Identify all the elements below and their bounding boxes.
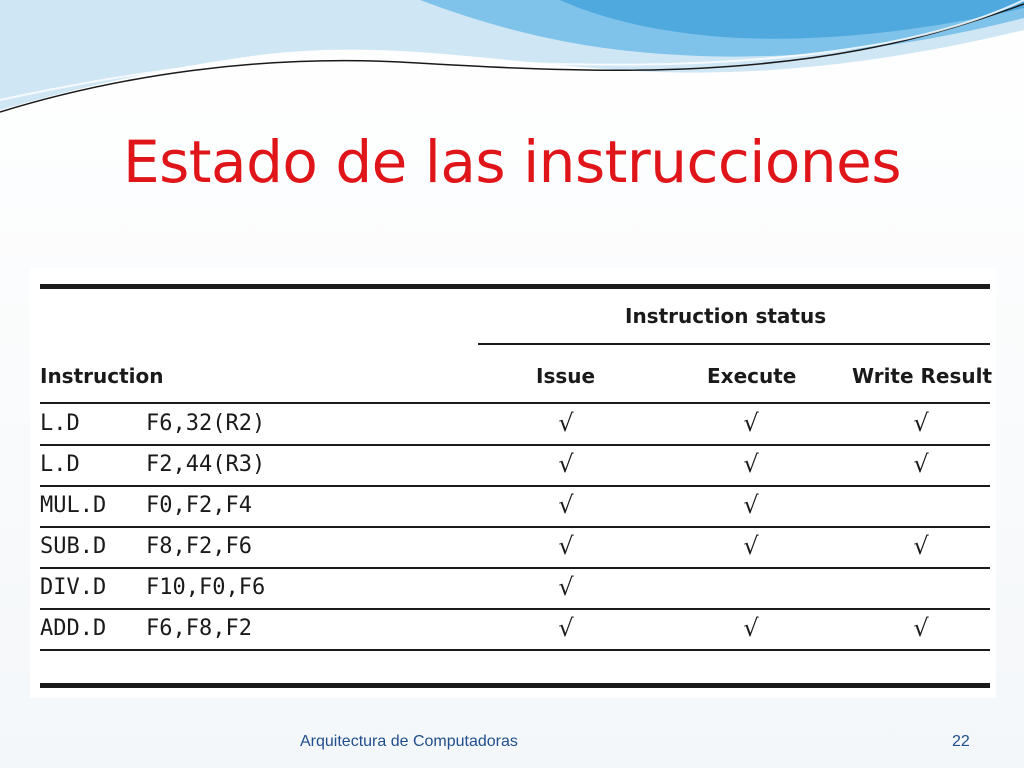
column-header-issue: Issue xyxy=(536,364,596,388)
issue-check: √ xyxy=(558,573,574,601)
table-row xyxy=(40,569,990,609)
execute-check: √ xyxy=(743,409,759,437)
issue-check: √ xyxy=(558,532,574,560)
issue-check: √ xyxy=(558,614,574,642)
issue-check: √ xyxy=(558,491,574,519)
column-header-instruction: Instruction xyxy=(40,364,164,388)
header-wave-decoration xyxy=(0,0,1024,120)
execute-check: √ xyxy=(743,532,759,560)
page-number: 22 xyxy=(952,733,970,750)
execute-check: √ xyxy=(743,450,759,478)
instruction-operands: F0,F2,F4 xyxy=(146,493,252,518)
group-header-rule xyxy=(478,343,990,345)
column-header-write-result: Write Result xyxy=(852,364,993,388)
slide-footer: Arquitectura de Computadoras xyxy=(300,733,518,750)
instruction-opcode: SUB.D xyxy=(40,534,107,559)
instruction-status-table xyxy=(30,268,996,698)
group-header-instruction-status: Instruction status xyxy=(625,304,827,328)
header-bottom-rule xyxy=(40,402,990,404)
write-result-check: √ xyxy=(913,450,929,478)
slide-title: Estado de las instrucciones xyxy=(122,128,902,196)
execute-check: √ xyxy=(743,491,759,519)
row-divider xyxy=(40,649,990,651)
execute-check: √ xyxy=(743,614,759,642)
instruction-opcode: L.D xyxy=(40,411,80,436)
table-row xyxy=(40,610,990,650)
instruction-operands: F10,F0,F6 xyxy=(146,575,266,600)
write-result-check: √ xyxy=(913,409,929,437)
table-top-rule xyxy=(40,284,990,289)
issue-check: √ xyxy=(558,409,574,437)
instruction-opcode: ADD.D xyxy=(40,616,107,641)
instruction-opcode: L.D xyxy=(40,452,80,477)
instruction-operands: F6,F8,F2 xyxy=(146,616,252,641)
write-result-check: √ xyxy=(913,614,929,642)
table-row xyxy=(40,405,990,445)
instruction-operands: F6,32(R2) xyxy=(146,411,266,436)
column-header-execute: Execute xyxy=(707,364,797,388)
table-row xyxy=(40,446,990,486)
table-row xyxy=(40,487,990,527)
issue-check: √ xyxy=(558,450,574,478)
instruction-operands: F2,44(R3) xyxy=(146,452,266,477)
instruction-opcode: DIV.D xyxy=(40,575,107,600)
write-result-check: √ xyxy=(913,532,929,560)
instruction-opcode: MUL.D xyxy=(40,493,107,518)
table-row xyxy=(40,528,990,568)
table-bottom-rule xyxy=(40,683,990,688)
instruction-operands: F8,F2,F6 xyxy=(146,534,252,559)
